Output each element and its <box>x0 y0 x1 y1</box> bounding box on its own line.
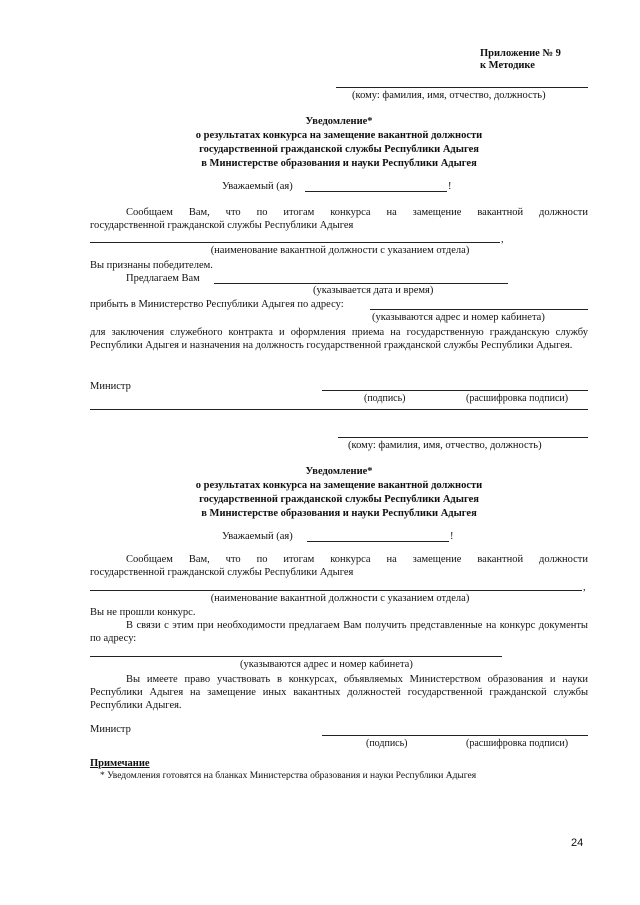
position-caption: (наименование вакантной должности с указанием отдела) <box>210 593 470 604</box>
section-divider <box>90 409 588 410</box>
notice-subtitle-2: государственной гражданской службы Республики Адыгея <box>199 494 479 505</box>
recipient-line <box>338 437 588 438</box>
appendix-reference: к Методике <box>480 60 535 71</box>
notice-subtitle-1: о результатах конкурса на замещение вакантной должности <box>195 130 483 141</box>
notice-subtitle-2: государственной гражданской службы Республики Адыгея <box>199 144 479 155</box>
greeting-label: Уважаемый (ая) <box>222 181 293 192</box>
paragraph-1-line-2: государственной гражданской службы Республики Адыгея <box>90 567 354 578</box>
signature-line <box>322 390 588 391</box>
winner-text: Вы признаны победителем. <box>90 260 213 271</box>
recipient-caption: (кому: фамилия, имя, отчество, должность) <box>352 90 546 101</box>
appendix-number: Приложение № 9 <box>480 48 561 59</box>
position-caption: (наименование вакантной должности с указанием отдела) <box>210 245 470 256</box>
greeting-exclamation: ! <box>448 181 452 192</box>
footnote-heading: Примечание <box>90 758 150 769</box>
paragraph-2: для заключения служебного контракта и оформления приема на государственную гражданскую службу Республики Адыгея и назначения на должность государственной гражданской службы Республики Адыгея. <box>90 327 588 351</box>
signature-caption: (подпись) <box>364 393 406 404</box>
address-caption: (указываются адрес и номер кабинета) <box>240 659 413 670</box>
notice-subtitle-3: в Министерстве образования и науки Республики Адыгея <box>201 508 477 519</box>
date-caption: (указывается дата и время) <box>313 285 434 296</box>
greeting-label: Уважаемый (ая) <box>222 531 293 542</box>
notice-subtitle-1: о результатах конкурса на замещение вакантной должности <box>195 480 483 491</box>
position-line-comma: , <box>501 234 504 245</box>
position-line <box>90 590 582 591</box>
notice-subtitle-3: в Министерстве образования и науки Республики Адыгея <box>201 158 477 169</box>
documents-offer: В связи с этим при необходимости предлагаем Вам получить представленные на конкурс документы по адресу: <box>90 620 588 644</box>
offer-label: Предлагаем Вам <box>126 273 200 284</box>
signature-decode-caption: (расшифровка подписи) <box>466 393 569 404</box>
greeting-name-line <box>305 191 447 192</box>
address-caption: (указываются адрес и номер кабинета) <box>372 312 545 323</box>
paragraph-1-line-1: Сообщаем Вам, что по итогам конкурса на замещение вакантной должности <box>126 554 588 565</box>
arrive-text: прибыть в Министерство Республики Адыгея по адресу: <box>90 299 344 310</box>
paragraph-1-line-2: государственной гражданской службы Республики Адыгея <box>90 220 354 231</box>
recipient-line <box>336 87 588 88</box>
minister-label: Министр <box>90 381 131 392</box>
position-line-comma: , <box>583 582 586 593</box>
signature-line <box>322 735 588 736</box>
notice-title: Уведомление* <box>305 466 373 477</box>
notice-title: Уведомление* <box>305 116 373 127</box>
page-number: 24 <box>571 837 584 849</box>
minister-label: Министр <box>90 724 131 735</box>
not-passed-text: Вы не прошли конкурс. <box>90 607 196 618</box>
footnote-text: * Уведомления готовятся на бланках Министерства образования и науки Республики Адыгея <box>100 771 477 781</box>
rights-paragraph: Вы имеете право участвовать в конкурсах, объявляемых Министерством образования и науки Республики Адыгея на замещение иных вакантных должностей государственной гражданской службы Республики Адыгея. <box>90 674 588 711</box>
signature-caption: (подпись) <box>366 738 408 749</box>
greeting-exclamation: ! <box>450 531 454 542</box>
address-line <box>90 656 502 657</box>
paragraph-1-line-1: Сообщаем Вам, что по итогам конкурса на замещение вакантной должности <box>126 207 588 218</box>
greeting-name-line <box>307 541 449 542</box>
position-line <box>90 242 500 243</box>
address-line <box>370 309 588 310</box>
date-line <box>214 283 508 284</box>
recipient-caption: (кому: фамилия, имя, отчество, должность) <box>348 440 542 451</box>
signature-decode-caption: (расшифровка подписи) <box>466 738 569 749</box>
